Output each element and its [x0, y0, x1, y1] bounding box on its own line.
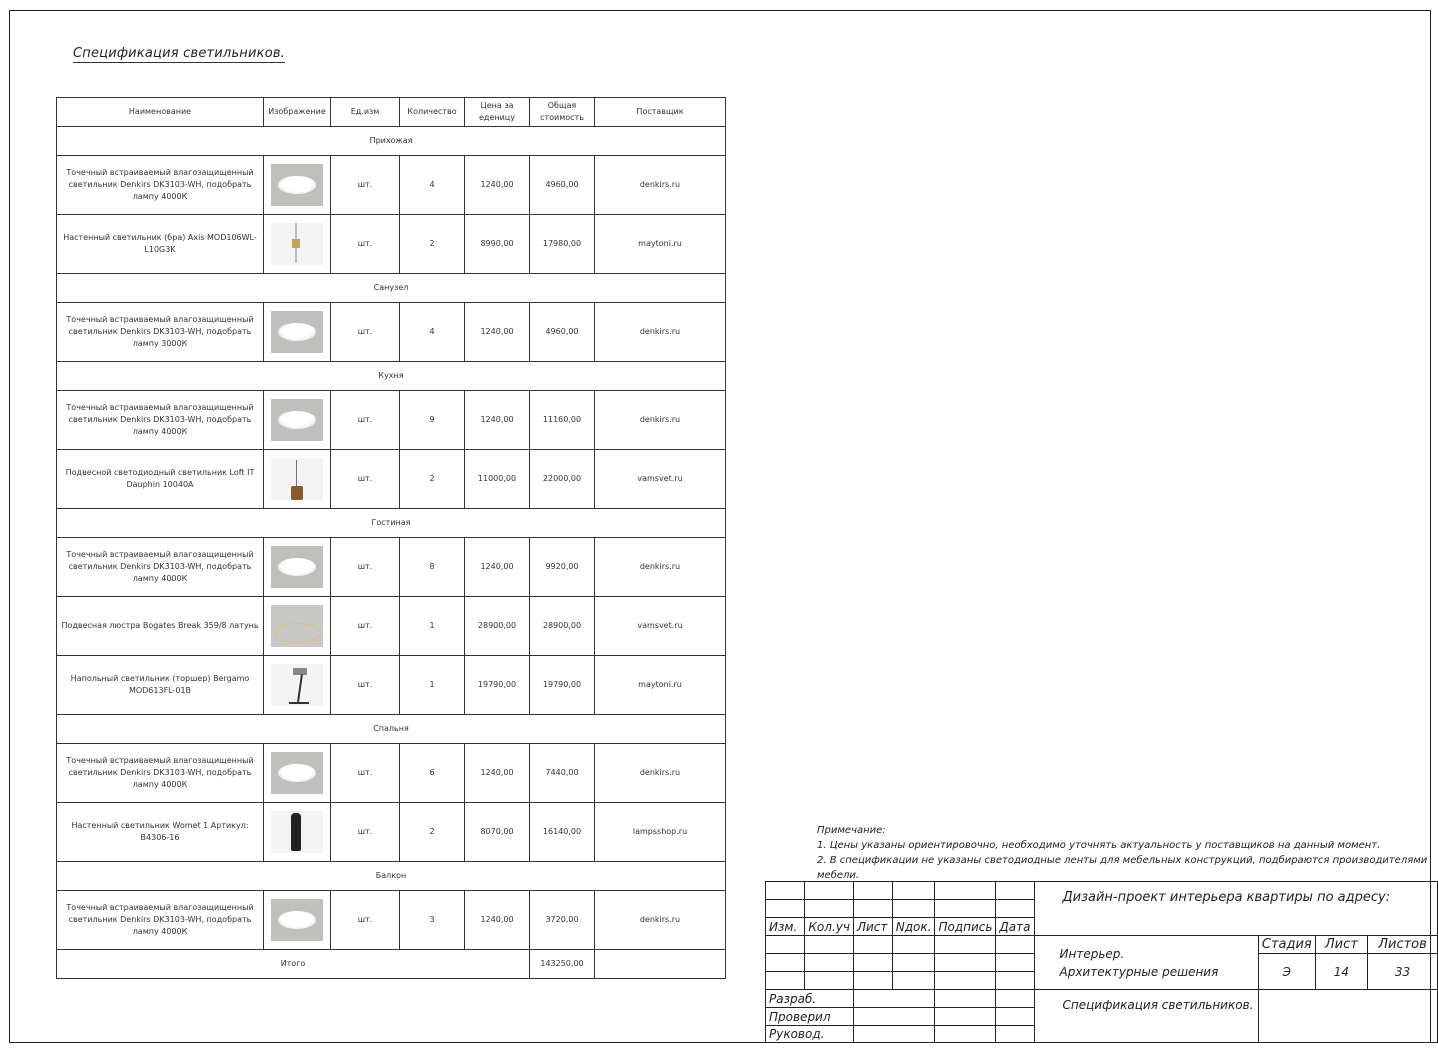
item-total: 19790,00 [530, 656, 595, 715]
col-header-unit: Ед.изм [331, 98, 400, 127]
section-name [1034, 936, 1258, 990]
table-row [57, 656, 726, 715]
title-block [765, 881, 1438, 1043]
sheet-title: Спецификация светильников. [1034, 990, 1258, 1043]
ceiling-spot-image [271, 164, 323, 206]
stamp-col-data: Дата [996, 918, 1034, 936]
item-price: 1240,00 [465, 391, 530, 450]
item-qty: 6 [400, 744, 465, 803]
section-row [57, 274, 726, 303]
section-name: Гостиная [57, 509, 726, 538]
stamp-col-podpis: Подпись [935, 918, 996, 936]
item-qty: 1 [400, 597, 465, 656]
item-price: 1240,00 [465, 538, 530, 597]
item-price: 8070,00 [465, 803, 530, 862]
item-unit: шт. [331, 744, 400, 803]
item-total: 3720,00 [530, 891, 595, 950]
col-header-supplier: Поставщик [595, 98, 726, 127]
section-name: Санузел [57, 274, 726, 303]
item-supplier: vamsvet.ru [595, 597, 726, 656]
item-image [264, 891, 331, 950]
chandelier-image [271, 605, 323, 647]
table-row [57, 803, 726, 862]
table-row [57, 597, 726, 656]
item-supplier: denkirs.ru [595, 891, 726, 950]
item-price: 28900,00 [465, 597, 530, 656]
item-total: 16140,00 [530, 803, 595, 862]
item-qty: 2 [400, 803, 465, 862]
table-row [57, 538, 726, 597]
item-price: 8990,00 [465, 215, 530, 274]
stamp-col-list: Лист [853, 918, 892, 936]
table-row [57, 891, 726, 950]
item-price: 1240,00 [465, 303, 530, 362]
item-image [264, 215, 331, 274]
item-qty: 2 [400, 215, 465, 274]
item-price: 1240,00 [465, 744, 530, 803]
item-name: Настенный светильник (бра) Axis MOD106WL-L10G3K [57, 215, 264, 274]
sheet-value: 14 [1315, 954, 1367, 990]
pendant-image [271, 458, 323, 500]
notes-heading: Примечание: [817, 825, 886, 836]
item-unit: шт. [331, 891, 400, 950]
table-row [57, 156, 726, 215]
wall-light-image [271, 811, 323, 853]
col-header-price: Цена за еденицу [465, 98, 530, 127]
ceiling-spot-image [271, 311, 323, 353]
item-image [264, 597, 331, 656]
ceiling-spot-image [271, 752, 323, 794]
item-qty: 8 [400, 538, 465, 597]
sheet-label: Лист [1315, 936, 1367, 954]
total-value: 143250,00 [530, 950, 595, 979]
item-name: Точечный встраиваемый влагозащищенный светильник Denkirs DK3103-WH, подобрать лампу 4000К [57, 744, 264, 803]
ceiling-spot-image [271, 399, 323, 441]
section-line-1: Интерьер. [1059, 946, 1125, 961]
item-name: Точечный встраиваемый влагозащищенный светильник Denkirs DK3103-WH, подобрать лампу 4000К [57, 891, 264, 950]
item-unit: шт. [331, 156, 400, 215]
item-total: 22000,00 [530, 450, 595, 509]
item-price: 1240,00 [465, 156, 530, 215]
section-name: Прихожая [57, 127, 726, 156]
floor-lamp-image [271, 664, 323, 706]
table-row [57, 303, 726, 362]
role-developer: Разраб. [766, 990, 854, 1008]
spec-table-body [57, 127, 726, 979]
item-name: Точечный встраиваемый влагозащищенный светильник Denkirs DK3103-WH, подобрать лампу 4000К [57, 538, 264, 597]
item-qty: 1 [400, 656, 465, 715]
section-name: Кухня [57, 362, 726, 391]
item-supplier: denkirs.ru [595, 391, 726, 450]
wall-sconce-image [271, 223, 323, 265]
stage-value: Э [1258, 954, 1315, 990]
item-qty: 3 [400, 891, 465, 950]
total-empty-cell [595, 950, 726, 979]
item-total: 11160,00 [530, 391, 595, 450]
item-unit: шт. [331, 803, 400, 862]
item-name: Точечный встраиваемый влагозащищенный светильник Denkirs DK3103-WH, подобрать лампу 4000К [57, 156, 264, 215]
item-unit: шт. [331, 303, 400, 362]
item-image [264, 156, 331, 215]
page-title: Спецификация светильников. [73, 46, 286, 61]
role-manager: Руковод. [766, 1026, 854, 1043]
ceiling-spot-image [271, 899, 323, 941]
item-supplier: lampsshop.ru [595, 803, 726, 862]
item-supplier: maytoni.ru [595, 656, 726, 715]
item-image [264, 450, 331, 509]
note-line-1: 1. Цены указаны ориентировочно, необходимо уточнять актуальность у поставщиков на данный момент. [817, 840, 1381, 851]
item-qty: 2 [400, 450, 465, 509]
item-unit: шт. [331, 450, 400, 509]
item-total: 28900,00 [530, 597, 595, 656]
sheets-value: 33 [1368, 954, 1438, 990]
col-header-qty: Количество [400, 98, 465, 127]
item-supplier: maytoni.ru [595, 215, 726, 274]
section-name: Балкон [57, 862, 726, 891]
item-price: 11000,00 [465, 450, 530, 509]
item-supplier: denkirs.ru [595, 156, 726, 215]
item-price: 19790,00 [465, 656, 530, 715]
section-row [57, 509, 726, 538]
item-supplier: vamsvet.ru [595, 450, 726, 509]
item-total: 4960,00 [530, 303, 595, 362]
item-name: Подвесная люстра Bogates Break 359/8 латунь [57, 597, 264, 656]
item-image [264, 391, 331, 450]
item-supplier: denkirs.ru [595, 538, 726, 597]
item-name: Точечный встраиваемый влагозащищенный светильник Denkirs DK3103-WH, подобрать лампу 4000К [57, 391, 264, 450]
table-row [57, 215, 726, 274]
item-image [264, 744, 331, 803]
item-image [264, 803, 331, 862]
table-row [57, 391, 726, 450]
item-total: 9920,00 [530, 538, 595, 597]
item-total: 7440,00 [530, 744, 595, 803]
item-name: Настенный светильник Womet 1 Артикул: B4306-16 [57, 803, 264, 862]
section-row [57, 362, 726, 391]
stage-label: Стадия [1258, 936, 1315, 954]
item-name: Точечный встраиваемый влагозащищенный светильник Denkirs DK3103-WH, подобрать лампу 3000К [57, 303, 264, 362]
item-image [264, 303, 331, 362]
col-header-total: Общая стоимость [530, 98, 595, 127]
role-checker: Проверил [766, 1008, 854, 1026]
section-name: Спальня [57, 715, 726, 744]
stamp-col-ndok: Nдок. [892, 918, 935, 936]
col-header-name: Наименование [57, 98, 264, 127]
stamp-col-izm: Изм. [766, 918, 805, 936]
item-unit: шт. [331, 656, 400, 715]
item-qty: 4 [400, 303, 465, 362]
item-unit: шт. [331, 538, 400, 597]
item-unit: шт. [331, 391, 400, 450]
col-header-image: Изображение [264, 98, 331, 127]
total-label: Итого [57, 950, 530, 979]
sheets-label: Листов [1368, 936, 1438, 954]
project-title: Дизайн-проект интерьера квартиры по адресу: [1034, 882, 1438, 936]
item-unit: шт. [331, 597, 400, 656]
item-image [264, 538, 331, 597]
section-row [57, 127, 726, 156]
spec-table [56, 97, 726, 979]
item-total: 17980,00 [530, 215, 595, 274]
item-unit: шт. [331, 215, 400, 274]
table-header-row [57, 98, 726, 127]
ceiling-spot-image [271, 546, 323, 588]
table-row [57, 450, 726, 509]
notes-block [817, 823, 1438, 883]
item-name: Подвесной светодиодный светильник Loft IT Dauphin 10040A [57, 450, 264, 509]
item-name: Напольный светильник (торшер) Bergamo MOD613FL-01B [57, 656, 264, 715]
table-row [57, 744, 726, 803]
item-supplier: denkirs.ru [595, 303, 726, 362]
section-line-2: Архитектурные решения [1059, 964, 1219, 979]
section-row [57, 862, 726, 891]
stamp-col-kolich: Кол.уч [805, 918, 854, 936]
item-total: 4960,00 [530, 156, 595, 215]
item-qty: 4 [400, 156, 465, 215]
section-row [57, 715, 726, 744]
item-supplier: denkirs.ru [595, 744, 726, 803]
item-image [264, 656, 331, 715]
note-line-2: 2. В спецификации не указаны светодиодные ленты для мебельных конструкций, подбираются производителями мебели. [817, 855, 1428, 881]
total-row [57, 950, 726, 979]
item-price: 1240,00 [465, 891, 530, 950]
item-qty: 9 [400, 391, 465, 450]
